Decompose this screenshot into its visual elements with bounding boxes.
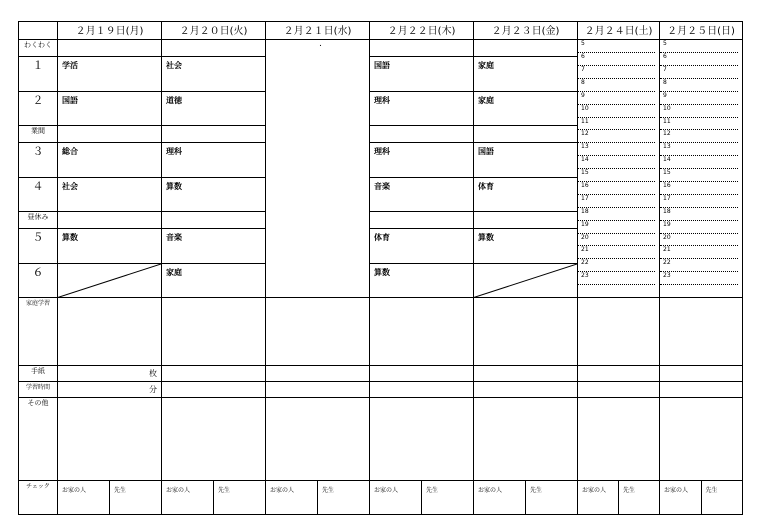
check-cell[interactable] <box>162 481 266 515</box>
hour-slot[interactable]: 7 <box>660 66 738 79</box>
row-label-gyokan: 業間 <box>19 126 58 143</box>
no-class-diagonal-line <box>474 264 577 297</box>
period-cell[interactable] <box>370 263 474 297</box>
subject-label: 算数 <box>62 233 78 243</box>
hour-slot[interactable]: 23 <box>660 272 738 285</box>
hour-slot[interactable]: 10 <box>660 105 738 118</box>
hour-slot[interactable]: 22 <box>660 259 738 272</box>
cell[interactable] <box>578 398 660 481</box>
teacher-sign-box[interactable]: 先生 <box>421 481 473 514</box>
period-cell[interactable] <box>370 177 474 211</box>
subject-label: 社会 <box>62 181 78 191</box>
subject-label: 理科 <box>374 95 390 105</box>
subject-label: 家庭 <box>478 61 494 71</box>
hour-slot[interactable]: 15 <box>660 169 738 182</box>
cell[interactable] <box>474 40 578 57</box>
day-header-fri: ２月２３日(金) <box>474 22 578 40</box>
cell[interactable] <box>162 126 266 143</box>
saturday-hour-log[interactable] <box>578 40 660 298</box>
teacher-sign-box[interactable]: 先生 <box>317 481 369 514</box>
cell[interactable] <box>660 366 743 382</box>
row-label-period-3: ３ <box>19 143 58 177</box>
cell[interactable] <box>266 398 370 481</box>
cell[interactable] <box>578 382 660 398</box>
period-cell[interactable] <box>58 177 162 211</box>
parent-sign-box[interactable]: お家の人 <box>478 487 503 495</box>
period-cell[interactable] <box>370 143 474 177</box>
subject-label: 理科 <box>374 147 390 157</box>
row-label-hiruyasumi: 昼休み <box>19 212 58 229</box>
hour-slot[interactable]: 7 <box>578 66 655 79</box>
row-label-study-time: 学習時間 <box>19 382 58 398</box>
period-cell[interactable] <box>162 229 266 263</box>
hour-slot[interactable]: 8 <box>578 79 655 92</box>
cell[interactable] <box>370 126 474 143</box>
cell[interactable] <box>474 212 578 229</box>
cell[interactable] <box>162 212 266 229</box>
cell[interactable] <box>370 298 474 366</box>
day-header-sun: ２月２５日(日) <box>660 22 743 40</box>
hour-slot[interactable]: 20 <box>578 234 655 247</box>
cell[interactable] <box>58 40 162 57</box>
sunday-hour-log[interactable] <box>660 40 743 298</box>
hour-slot[interactable]: 18 <box>578 208 655 221</box>
cell[interactable] <box>474 382 578 398</box>
wednesday-block[interactable] <box>266 40 370 298</box>
cell[interactable] <box>578 298 660 366</box>
hour-slot[interactable]: 8 <box>660 79 738 92</box>
hour-slot[interactable]: 22 <box>578 259 655 272</box>
subject-label: 音楽 <box>374 181 390 191</box>
parent-sign-box[interactable]: お家の人 <box>664 487 689 495</box>
row-label-home-study: 家庭学習 <box>19 298 58 366</box>
hour-slot[interactable]: 10 <box>578 105 655 118</box>
row-label-period-6: ６ <box>19 263 58 297</box>
cell[interactable] <box>162 366 266 382</box>
hour-slot[interactable]: 14 <box>578 156 655 169</box>
period-cell[interactable] <box>370 229 474 263</box>
hour-slot[interactable]: 9 <box>578 92 655 105</box>
wed-mark: ・ <box>317 43 324 51</box>
subject-label: 家庭 <box>478 95 494 105</box>
subject-label: 算数 <box>166 181 182 191</box>
cell[interactable] <box>660 398 743 481</box>
cell[interactable] <box>370 398 474 481</box>
subject-label: 体育 <box>374 233 390 243</box>
hour-slot[interactable]: 16 <box>578 182 655 195</box>
hour-slot[interactable]: 5 <box>578 40 655 53</box>
check-cell[interactable] <box>474 481 578 515</box>
cell[interactable] <box>474 366 578 382</box>
hour-slot[interactable]: 14 <box>660 156 738 169</box>
parent-sign-box[interactable]: お家の人 <box>62 487 87 495</box>
day-header-tue: ２月２０日(火) <box>162 22 266 40</box>
teacher-sign-box[interactable]: 先生 <box>213 481 265 514</box>
hour-slot[interactable]: 12 <box>660 130 738 143</box>
no-class-diagonal-line <box>58 264 161 297</box>
hour-slot[interactable]: 23 <box>578 272 655 285</box>
period-cell[interactable] <box>162 91 266 125</box>
hour-slot[interactable]: 6 <box>578 53 655 66</box>
cell[interactable] <box>162 40 266 57</box>
period-cell-crossed <box>474 263 578 297</box>
row-label-period-1: １ <box>19 57 58 91</box>
day-header-sat: ２月２４日(土) <box>578 22 660 40</box>
cell[interactable] <box>162 298 266 366</box>
hour-slot[interactable]: 17 <box>660 195 738 208</box>
hour-slot[interactable]: 11 <box>578 118 655 131</box>
subject-label: 算数 <box>478 233 494 243</box>
subject-label: 理科 <box>166 147 182 157</box>
subject-label: 音楽 <box>166 233 182 243</box>
hour-slot[interactable]: 5 <box>660 40 738 53</box>
hour-slot[interactable]: 17 <box>578 195 655 208</box>
day-header-thu: ２月２２日(木) <box>370 22 474 40</box>
check-cell[interactable] <box>370 481 474 515</box>
period-cell[interactable] <box>370 57 474 91</box>
row-label-period-2: ２ <box>19 91 58 125</box>
cell[interactable] <box>58 398 162 481</box>
teacher-sign-box[interactable]: 先生 <box>109 481 161 514</box>
period-cell[interactable] <box>162 177 266 211</box>
cell[interactable] <box>474 126 578 143</box>
period-cell[interactable] <box>474 57 578 91</box>
teacher-sign-box[interactable]: 先生 <box>701 481 743 514</box>
teacher-sign-box[interactable]: 先生 <box>618 481 659 514</box>
parent-sign-box[interactable]: お家の人 <box>166 487 191 495</box>
period-cell[interactable] <box>58 91 162 125</box>
row-label-wakuwaku: わくわく <box>19 40 58 57</box>
day-header-mon: ２月１９日(月) <box>58 22 162 40</box>
cell[interactable] <box>474 398 578 481</box>
cell[interactable] <box>266 298 370 366</box>
subject-label: 学活 <box>62 61 78 71</box>
cell[interactable] <box>660 298 743 366</box>
cell[interactable] <box>266 366 370 382</box>
row-label-letters: 手紙 <box>19 366 58 382</box>
hour-slot[interactable]: 13 <box>660 143 738 156</box>
subject-label: 国語 <box>62 95 78 105</box>
parent-sign-box[interactable]: お家の人 <box>374 487 399 495</box>
check-cell[interactable] <box>660 481 743 515</box>
period-cell[interactable] <box>58 143 162 177</box>
subject-label: 国語 <box>374 61 390 71</box>
check-cell[interactable] <box>578 481 660 515</box>
check-cell[interactable] <box>58 481 162 515</box>
hour-slot[interactable]: 11 <box>660 118 738 131</box>
cell[interactable] <box>370 382 474 398</box>
cell[interactable] <box>370 212 474 229</box>
corner-cell <box>19 22 58 40</box>
hour-slot[interactable]: 18 <box>660 208 738 221</box>
weekly-planner-table <box>18 21 743 515</box>
subject-label: 家庭 <box>166 267 182 277</box>
period-cell[interactable] <box>58 57 162 91</box>
weekly-planner-sheet <box>18 21 742 515</box>
hour-slot[interactable]: 15 <box>578 169 655 182</box>
cell[interactable] <box>58 298 162 366</box>
period-cell[interactable] <box>162 263 266 297</box>
unit-sheets: 枚 <box>149 369 157 379</box>
teacher-sign-box[interactable]: 先生 <box>525 481 577 514</box>
hour-slot[interactable]: 20 <box>660 234 738 247</box>
subject-label: 体育 <box>478 181 494 191</box>
cell[interactable] <box>58 212 162 229</box>
row-label-check: チェック <box>19 481 58 515</box>
hour-slot[interactable]: 13 <box>578 143 655 156</box>
hour-slot[interactable]: 21 <box>660 246 738 259</box>
cell[interactable] <box>474 298 578 366</box>
cell[interactable] <box>370 40 474 57</box>
cell[interactable] <box>660 382 743 398</box>
cell[interactable] <box>162 382 266 398</box>
study-time-cell[interactable] <box>58 382 162 398</box>
subject-label: 総合 <box>62 147 78 157</box>
row-label-period-4: ４ <box>19 177 58 211</box>
cell[interactable] <box>266 382 370 398</box>
hour-slot[interactable]: 21 <box>578 246 655 259</box>
check-cell[interactable] <box>266 481 370 515</box>
subject-label: 道徳 <box>166 95 182 105</box>
hour-slot[interactable]: 19 <box>578 221 655 234</box>
hour-slot[interactable]: 16 <box>660 182 738 195</box>
period-cell[interactable] <box>474 229 578 263</box>
hour-list <box>578 40 659 285</box>
hour-slot[interactable]: 9 <box>660 92 738 105</box>
hour-slot[interactable]: 19 <box>660 221 738 234</box>
cell[interactable] <box>162 398 266 481</box>
period-cell[interactable] <box>162 57 266 91</box>
hour-slot[interactable]: 6 <box>660 53 738 66</box>
subject-label: 社会 <box>166 61 182 71</box>
hour-list <box>660 40 742 285</box>
period-cell-crossed <box>58 263 162 297</box>
parent-sign-box[interactable]: お家の人 <box>582 487 607 495</box>
day-header-wed: ２月２１日(水) <box>266 22 370 40</box>
period-cell[interactable] <box>474 91 578 125</box>
hour-slot[interactable]: 12 <box>578 130 655 143</box>
letters-count-cell[interactable] <box>58 366 162 382</box>
subject-label: 国語 <box>478 147 494 157</box>
period-cell[interactable] <box>162 143 266 177</box>
period-cell[interactable] <box>370 91 474 125</box>
parent-sign-box[interactable]: お家の人 <box>270 487 295 495</box>
cell[interactable] <box>58 126 162 143</box>
row-label-period-5: ５ <box>19 229 58 263</box>
subject-label: 算数 <box>374 267 390 277</box>
cell[interactable] <box>578 366 660 382</box>
unit-minutes: 分 <box>149 385 157 395</box>
cell[interactable] <box>370 366 474 382</box>
period-cell[interactable] <box>58 229 162 263</box>
period-cell[interactable] <box>474 177 578 211</box>
period-cell[interactable] <box>474 143 578 177</box>
row-label-other: その他 <box>19 398 58 481</box>
